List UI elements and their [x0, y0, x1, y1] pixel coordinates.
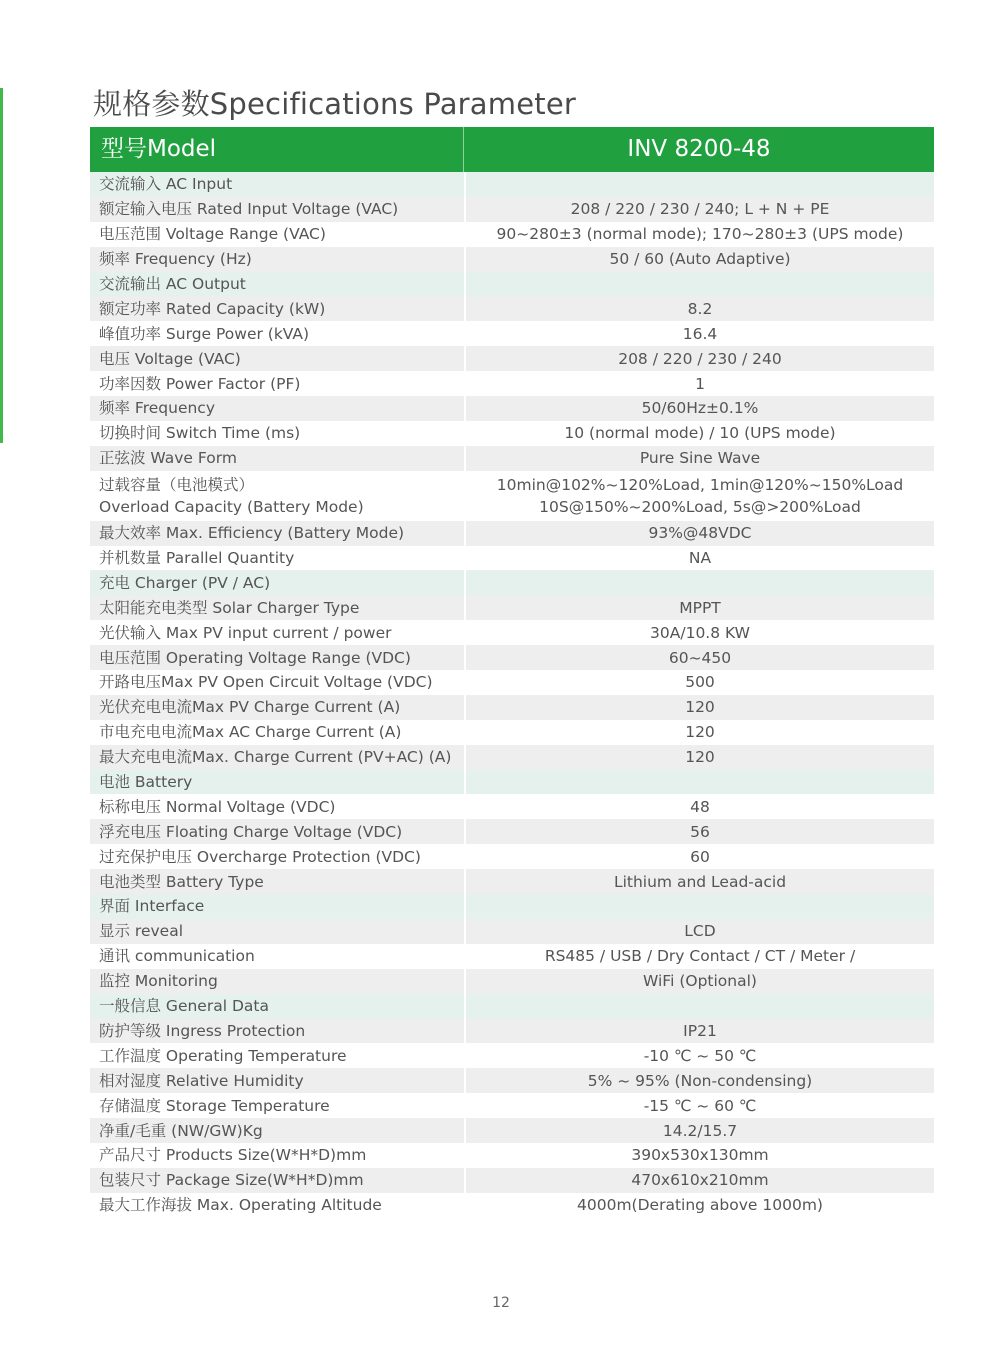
table-row: [90, 944, 934, 969]
row-label-cell: [90, 421, 466, 446]
row-label-cell: [90, 869, 466, 894]
table-row: [90, 595, 934, 620]
row-label-line2: Overload Capacity (Battery Mode): [99, 497, 364, 516]
row-value: 50/60Hz±0.1%: [641, 399, 759, 418]
row-value: 208 / 220 / 230 / 240; L + N + PE: [570, 200, 830, 219]
row-value: -15 ℃ ~ 60 ℃: [643, 1096, 757, 1115]
row-label: 峰值功率 Surge Power (kVA): [99, 324, 310, 343]
row-label: 电池 Battery: [99, 773, 193, 792]
row-value-cell: [466, 396, 934, 421]
row-label: 最大工作海拔 Max. Operating Altitude: [99, 1196, 382, 1215]
page-number: 12: [492, 1295, 510, 1311]
row-label: 电压范围 Voltage Range (VAC): [99, 225, 326, 244]
row-value: Pure Sine Wave: [639, 449, 761, 468]
row-label-cell: [90, 546, 466, 571]
row-value-cell: [466, 172, 934, 197]
row-label: 相对湿度 Relative Humidity: [99, 1071, 304, 1090]
row-label: 交流输出 AC Output: [99, 275, 246, 293]
row-label: 光伏充电电流Max PV Charge Current (A): [99, 698, 401, 717]
section-header-row: [90, 894, 934, 919]
row-label: 通讯 communication: [99, 947, 255, 966]
row-label: 过充保护电压 Overcharge Protection (VDC): [99, 847, 421, 866]
row-value: 50 / 60 (Auto Adaptive): [609, 250, 791, 269]
row-label: 包装尺寸 Package Size(W*H*D)mm: [99, 1171, 364, 1190]
row-value-cell: [466, 1168, 934, 1193]
specifications-table: [90, 127, 934, 1218]
row-value: 16.4: [682, 324, 718, 343]
row-value: 500: [685, 673, 715, 692]
row-label-cell: [90, 844, 466, 869]
row-label-cell: [90, 1019, 466, 1044]
model-label: 型号Model: [90, 127, 464, 172]
row-value: 14.2/15.7: [662, 1121, 738, 1140]
row-value: RS485 / USB / Dry Contact / CT / Meter /: [544, 947, 856, 966]
table-row: [90, 919, 934, 944]
row-value: 470x610x210mm: [631, 1171, 769, 1190]
row-label: 界面 Interface: [99, 897, 205, 916]
section-header-row: [90, 172, 934, 197]
row-value-cell: [466, 247, 934, 272]
row-label: 产品尺寸 Products Size(W*H*D)mm: [99, 1146, 367, 1165]
row-value-cell: [466, 371, 934, 396]
row-label: 市电充电电流Max AC Charge Current (A): [99, 723, 402, 742]
row-label-cell: [90, 819, 466, 844]
row-label: 切换时间 Switch Time (ms): [99, 424, 301, 443]
row-value: 208 / 220 / 230 / 240: [618, 349, 782, 368]
row-label-cell: [90, 172, 466, 197]
row-value: 4000m(Derating above 1000m): [577, 1196, 823, 1215]
table-row: [90, 670, 934, 695]
table-row: [90, 521, 934, 546]
row-label: 最大效率 Max. Efficiency (Battery Mode): [99, 524, 405, 543]
row-label: 太阳能充电类型 Solar Charger Type: [99, 598, 360, 617]
row-value-cell: [466, 645, 934, 670]
row-value-cell: [466, 1043, 934, 1068]
row-label-cell: [90, 396, 466, 421]
row-label-cell: [90, 222, 466, 247]
row-label-cell: [90, 346, 466, 371]
row-value-cell: [466, 421, 934, 446]
table-row: [90, 546, 934, 571]
row-value: 120: [685, 698, 715, 717]
row-value-cell: [466, 272, 934, 297]
row-value-cell: [466, 794, 934, 819]
table-row: [90, 620, 934, 645]
table-row: [90, 794, 934, 819]
table-row: [90, 745, 934, 770]
row-label-cell: [90, 321, 466, 346]
table-row: [90, 720, 934, 745]
row-value-line2: 10S@150%~200%Load, 5s@>200%Load: [539, 497, 861, 516]
row-label-cell: [90, 1143, 466, 1168]
left-accent-bar: [0, 88, 3, 443]
table-row: [90, 1093, 934, 1118]
table-row: [90, 969, 934, 994]
row-label-cell: [90, 1168, 466, 1193]
row-value: NA: [688, 549, 712, 568]
row-label: 电池类型 Battery Type: [99, 872, 264, 891]
row-label-cell: [90, 446, 466, 471]
table-row: [90, 1068, 934, 1093]
table-row: [90, 371, 934, 396]
row-value-cell: [466, 944, 934, 969]
row-label: 工作温度 Operating Temperature: [99, 1046, 347, 1065]
row-value: 48: [690, 797, 710, 816]
row-label: 存储温度 Storage Temperature: [99, 1096, 330, 1115]
table-header: [90, 127, 934, 172]
model-value: INV 8200-48: [627, 136, 771, 162]
row-value-cell: [466, 1143, 934, 1168]
row-value-cell: [466, 346, 934, 371]
table-row: [90, 446, 934, 471]
row-label-cell: [90, 521, 466, 546]
row-value-cell: [466, 1193, 934, 1218]
table-row: [90, 869, 934, 894]
row-label-cell: [90, 595, 466, 620]
table-row: [90, 421, 934, 446]
row-label-cell: [90, 944, 466, 969]
row-value: 120: [685, 723, 715, 742]
row-value-cell: [466, 994, 934, 1019]
section-header-row: [90, 570, 934, 595]
table-row: [90, 222, 934, 247]
row-label: 电压 Voltage (VAC): [99, 349, 241, 368]
table-row: [90, 346, 934, 371]
row-label: 频率 Frequency: [99, 399, 216, 418]
row-label-cell: [90, 471, 466, 521]
row-label-cell: [90, 1043, 466, 1068]
row-value: IP21: [683, 1021, 717, 1040]
row-value: 5% ~ 95% (Non-condensing): [587, 1071, 813, 1090]
row-label-cell: [90, 670, 466, 695]
row-label: 开路电压Max PV Open Circuit Voltage (VDC): [99, 673, 433, 692]
row-label-cell: [90, 272, 466, 297]
row-value-cell: [466, 869, 934, 894]
row-value-cell: [466, 819, 934, 844]
row-value-cell: [466, 1019, 934, 1044]
row-label: 标称电压 Normal Voltage (VDC): [99, 797, 336, 816]
table-row: [90, 695, 934, 720]
table-body: [90, 172, 934, 1218]
row-value-cell: [466, 844, 934, 869]
row-value-cell: [466, 745, 934, 770]
row-value-cell: [466, 546, 934, 571]
row-value-cell: [466, 521, 934, 546]
row-label-cell: [90, 197, 466, 222]
table-row: [90, 471, 934, 521]
row-value-cell: [466, 1118, 934, 1143]
row-label-cell: [90, 919, 466, 944]
row-value: 10min@102%~120%Load, 1min@120%~150%Load: [496, 475, 904, 494]
row-label-cell: [90, 645, 466, 670]
table-row: [90, 819, 934, 844]
row-value-cell: [466, 695, 934, 720]
row-value-cell: [466, 197, 934, 222]
row-label: 防护等级 Ingress Protection: [99, 1021, 306, 1040]
row-value-cell: [466, 471, 934, 521]
row-value: MPPT: [679, 598, 721, 617]
row-value-cell: [466, 222, 934, 247]
row-label-cell: [90, 296, 466, 321]
table-row: [90, 247, 934, 272]
table-row: [90, 1118, 934, 1143]
row-value-cell: [466, 1068, 934, 1093]
row-label: 电压范围 Operating Voltage Range (VDC): [99, 648, 411, 667]
row-value: 90~280±3 (normal mode); 170~280±3 (UPS mode): [496, 225, 904, 244]
table-row: [90, 1168, 934, 1193]
row-value: 120: [685, 748, 715, 767]
row-value-cell: [466, 620, 934, 645]
table-row: [90, 321, 934, 346]
row-label: 显示 reveal: [99, 922, 184, 941]
section-header-row: [90, 770, 934, 795]
row-label: 额定输入电压 Rated Input Voltage (VAC): [99, 200, 399, 219]
row-value-cell: [466, 595, 934, 620]
row-value: 8.2: [687, 299, 713, 318]
row-label-cell: [90, 745, 466, 770]
row-value-cell: [466, 321, 934, 346]
row-label: 过载容量（电池模式）: [99, 475, 255, 494]
section-header-row: [90, 272, 934, 297]
row-value: 1: [695, 374, 705, 393]
row-label-cell: [90, 720, 466, 745]
row-label-cell: [90, 894, 466, 919]
table-row: [90, 197, 934, 222]
table-row: [90, 1143, 934, 1168]
row-value-cell: [466, 570, 934, 595]
row-value-cell: [466, 1093, 934, 1118]
row-label-cell: [90, 695, 466, 720]
row-label: 额定功率 Rated Capacity (kW): [99, 299, 326, 318]
row-label: 并机数量 Parallel Quantity: [99, 549, 295, 568]
table-row: [90, 396, 934, 421]
row-value-cell: [466, 720, 934, 745]
row-label-cell: [90, 770, 466, 795]
row-value: Lithium and Lead-acid: [613, 872, 787, 891]
row-value-cell: [466, 770, 934, 795]
row-label-cell: [90, 620, 466, 645]
row-label: 频率 Frequency (Hz): [99, 250, 252, 269]
row-label: 光伏输入 Max PV input current / power: [99, 623, 392, 642]
row-value: 10 (normal mode) / 10 (UPS mode): [564, 424, 836, 443]
row-label-cell: [90, 570, 466, 595]
row-label-cell: [90, 994, 466, 1019]
row-value: 56: [690, 822, 710, 841]
page-title: 规格参数Specifications Parameter: [93, 87, 576, 121]
table-row: [90, 645, 934, 670]
row-label: 功率因数 Power Factor (PF): [99, 374, 301, 393]
row-label-cell: [90, 1118, 466, 1143]
row-value: WiFi (Optional): [643, 972, 757, 991]
row-label: 充电 Charger (PV / AC): [99, 573, 271, 592]
row-value-cell: [466, 296, 934, 321]
row-value: 93%@48VDC: [648, 524, 752, 543]
row-value: 60: [690, 847, 710, 866]
table-row: [90, 1043, 934, 1068]
row-value-cell: [466, 894, 934, 919]
row-label: 正弦波 Wave Form: [99, 449, 237, 468]
row-label: 一般信息 General Data: [99, 997, 269, 1016]
row-label-cell: [90, 1093, 466, 1118]
table-row: [90, 1193, 934, 1218]
row-label-cell: [90, 247, 466, 272]
row-label: 最大充电电流Max. Charge Current (PV+AC) (A): [99, 748, 452, 767]
section-header-row: [90, 994, 934, 1019]
row-label: 交流输入 AC Input: [99, 175, 233, 194]
row-label-cell: [90, 794, 466, 819]
table-row: [90, 296, 934, 321]
row-value: -10 ℃ ~ 50 ℃: [643, 1046, 757, 1065]
row-value: LCD: [684, 922, 716, 941]
row-label-cell: [90, 371, 466, 396]
table-row: [90, 1019, 934, 1044]
row-value-cell: [466, 446, 934, 471]
row-label-cell: [90, 969, 466, 994]
row-label: 浮充电压 Floating Charge Voltage (VDC): [99, 822, 403, 841]
row-value: 60~450: [668, 648, 732, 667]
row-value: 30A/10.8 KW: [650, 623, 750, 642]
row-label-cell: [90, 1193, 466, 1218]
table-row: [90, 844, 934, 869]
row-label: 净重/毛重 (NW/GW)Kg: [99, 1121, 263, 1140]
row-label: 监控 Monitoring: [99, 972, 218, 991]
row-value: 390x530x130mm: [631, 1146, 769, 1165]
row-label-cell: [90, 1068, 466, 1093]
row-value-cell: [466, 969, 934, 994]
row-value-cell: [466, 670, 934, 695]
row-value-cell: [466, 919, 934, 944]
